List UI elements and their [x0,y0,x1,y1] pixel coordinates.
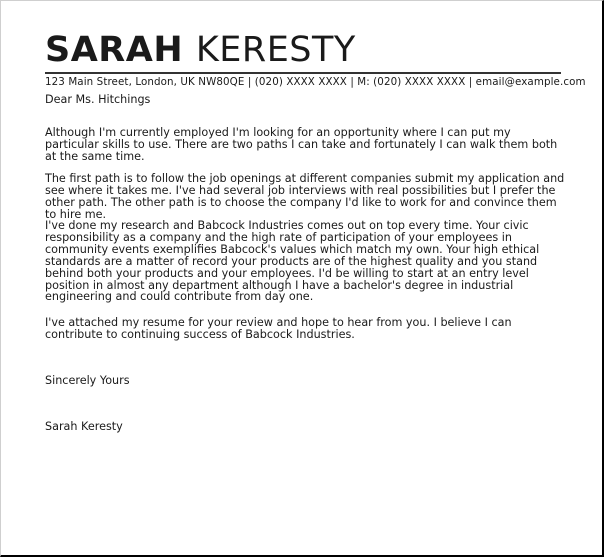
body-paragraph-2: The first path is to follow the job openings at different companies submit my application and see where it takes me. I've had several job interviews with real possibilities but I prefer the other path. The other path is to choose the company I'd like to work for and convince them to hire me. [45,172,565,221]
contact-details: 123 Main Street, London, UK NW80QE | (020) XXXX XXXX | M: (020) XXXX XXXX | email@example.com [45,72,561,89]
body-paragraph-1: Although I'm currently employed I'm looking for an opportunity where I can put my particular skills to use. There are two paths I can take and fortunately I can walk them both at the same time. [45,126,558,163]
closing-line: Sincerely Yours [45,374,130,387]
body-paragraph-3: I've done my research and Babcock Industries comes out on top every time. Your civic responsibility as a company and the high rate of participation of your employees in community events exemplifies Babcock's values which match my own. Your high ethical standards are a matter of record your products are of the highest quality and you stand behind both your products and your employees. I'd be willing to start at an entry level position in almost any department although I have a bachelor's degree in industrial engineering and could contribute from day one. [45,219,540,304]
sender-name [45,28,565,72]
cover-letter [45,28,586,433]
body-paragraph-4: I've attached my resume for your review and hope to hear from you. I believe I can contribute to continuing success of Babcock Industries. [45,316,512,341]
sender-last-name: KERESTY [195,30,356,70]
salutation: Dear Ms. Hitchings [45,93,151,106]
signature-name: Sarah Keresty [45,420,123,433]
sender-first-name: SARAH [45,30,184,70]
